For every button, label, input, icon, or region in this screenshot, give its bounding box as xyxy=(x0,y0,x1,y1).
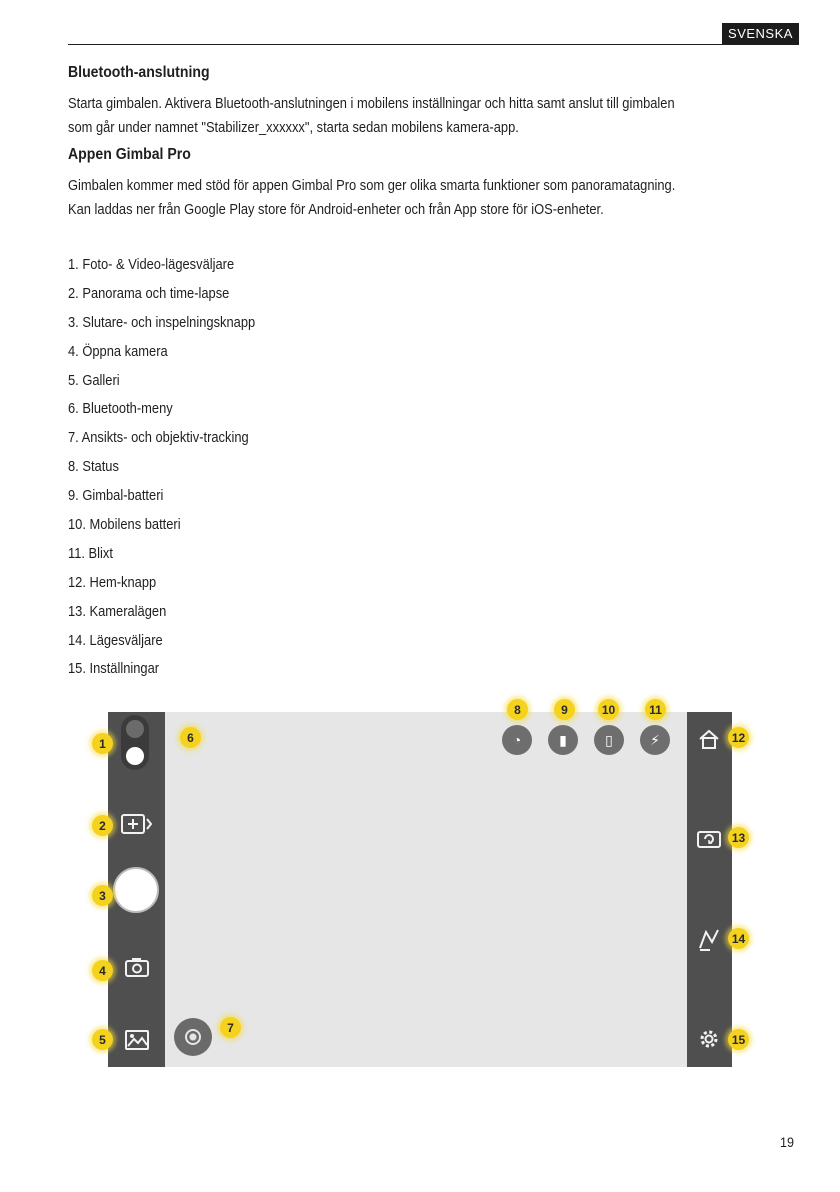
gimbal-pro-paragraph xyxy=(68,174,675,222)
right-toolbar xyxy=(687,712,732,1067)
legend-item: 7. Ansikts- och objektiv-tracking xyxy=(68,429,249,447)
bluetooth-line-1: Starta gimbalen. Aktivera Bluetooth-anslutningen i mobilens inställningar och hitta samt anslut till gimbalen xyxy=(68,95,675,112)
callout-3: 3 xyxy=(92,885,113,906)
legend-item: 8. Status xyxy=(68,458,119,476)
legend-list xyxy=(68,255,286,688)
page-number: 19 xyxy=(780,1134,795,1150)
legend-item: 11. Blixt xyxy=(68,544,113,562)
photo-mode-knob xyxy=(126,720,144,738)
flash-icon[interactable]: ⚡ xyxy=(640,725,670,755)
photo-video-toggle-icon[interactable] xyxy=(121,715,149,770)
callout-5: 5 xyxy=(92,1029,113,1050)
gimbal-pro-line-2: Kan laddas ner från Google Play store för Android-enheter och från App store för iOS-enheter. xyxy=(68,201,604,218)
header-divider xyxy=(68,44,799,45)
video-mode-knob xyxy=(126,747,144,765)
gimbal-pro-line-1: Gimbalen kommer med stöd för appen Gimbal Pro som ger olika smarta funktioner som panoramatagning. xyxy=(68,177,676,194)
bluetooth-line-2: som går under namnet "Stabilizer_xxxxxx", starta sedan mobilens kamera-app. xyxy=(68,119,519,136)
callout-9: 9 xyxy=(554,699,575,720)
home-icon[interactable] xyxy=(689,724,729,754)
callout-6: 6 xyxy=(180,727,201,748)
mode-selector-icon[interactable] xyxy=(689,924,729,954)
legend-item: 14. Lägesväljare xyxy=(68,631,163,649)
callout-13: 13 xyxy=(728,827,749,848)
phone-battery-icon[interactable]: ▯ xyxy=(594,725,624,755)
legend-item: 3. Slutare- och inspelningsknapp xyxy=(68,313,256,331)
shutter-button[interactable] xyxy=(113,867,159,913)
callout-1: 1 xyxy=(92,733,113,754)
callout-8: 8 xyxy=(507,699,528,720)
callout-4: 4 xyxy=(92,960,113,981)
camera-icon[interactable] xyxy=(117,952,157,982)
callout-12: 12 xyxy=(728,727,749,748)
tracking-icon[interactable] xyxy=(174,1018,212,1056)
status-icon[interactable]: ◔ xyxy=(502,725,532,755)
callout-2: 2 xyxy=(92,815,113,836)
gimbal-pro-heading: Appen Gimbal Pro xyxy=(68,146,191,163)
bluetooth-paragraph xyxy=(68,92,675,140)
camera-viewport xyxy=(165,712,687,1067)
gimbal-app-illustration xyxy=(99,702,746,1067)
legend-item: 10. Mobilens batteri xyxy=(68,516,181,534)
legend-item: 9. Gimbal-batteri xyxy=(68,487,164,505)
gear-icon[interactable] xyxy=(689,1024,729,1054)
callout-14: 14 xyxy=(728,928,749,949)
gimbal-battery-icon[interactable]: ▮ xyxy=(548,725,578,755)
panorama-icon[interactable] xyxy=(117,809,157,839)
legend-item: 4. Öppna kamera xyxy=(68,342,168,360)
callout-11: 11 xyxy=(645,699,666,720)
callout-7: 7 xyxy=(220,1017,241,1038)
legend-item: 13. Kameralägen xyxy=(68,602,167,620)
legend-item: 5. Galleri xyxy=(68,371,120,389)
legend-item: 15. Inställningar xyxy=(68,660,160,678)
callout-15: 15 xyxy=(728,1029,749,1050)
legend-item: 2. Panorama och time-lapse xyxy=(68,284,230,302)
legend-item: 1. Foto- & Video-lägesväljare xyxy=(68,256,235,273)
language-badge: SVENSKA xyxy=(722,23,799,44)
left-toolbar xyxy=(108,712,165,1067)
bluetooth-heading: Bluetooth-anslutning xyxy=(68,64,210,81)
callout-10: 10 xyxy=(598,699,619,720)
gallery-icon[interactable] xyxy=(117,1025,157,1055)
legend-item: 6. Bluetooth-meny xyxy=(68,400,173,418)
camera-switch-icon[interactable] xyxy=(689,823,729,853)
legend-item: 12. Hem-knapp xyxy=(68,573,157,591)
